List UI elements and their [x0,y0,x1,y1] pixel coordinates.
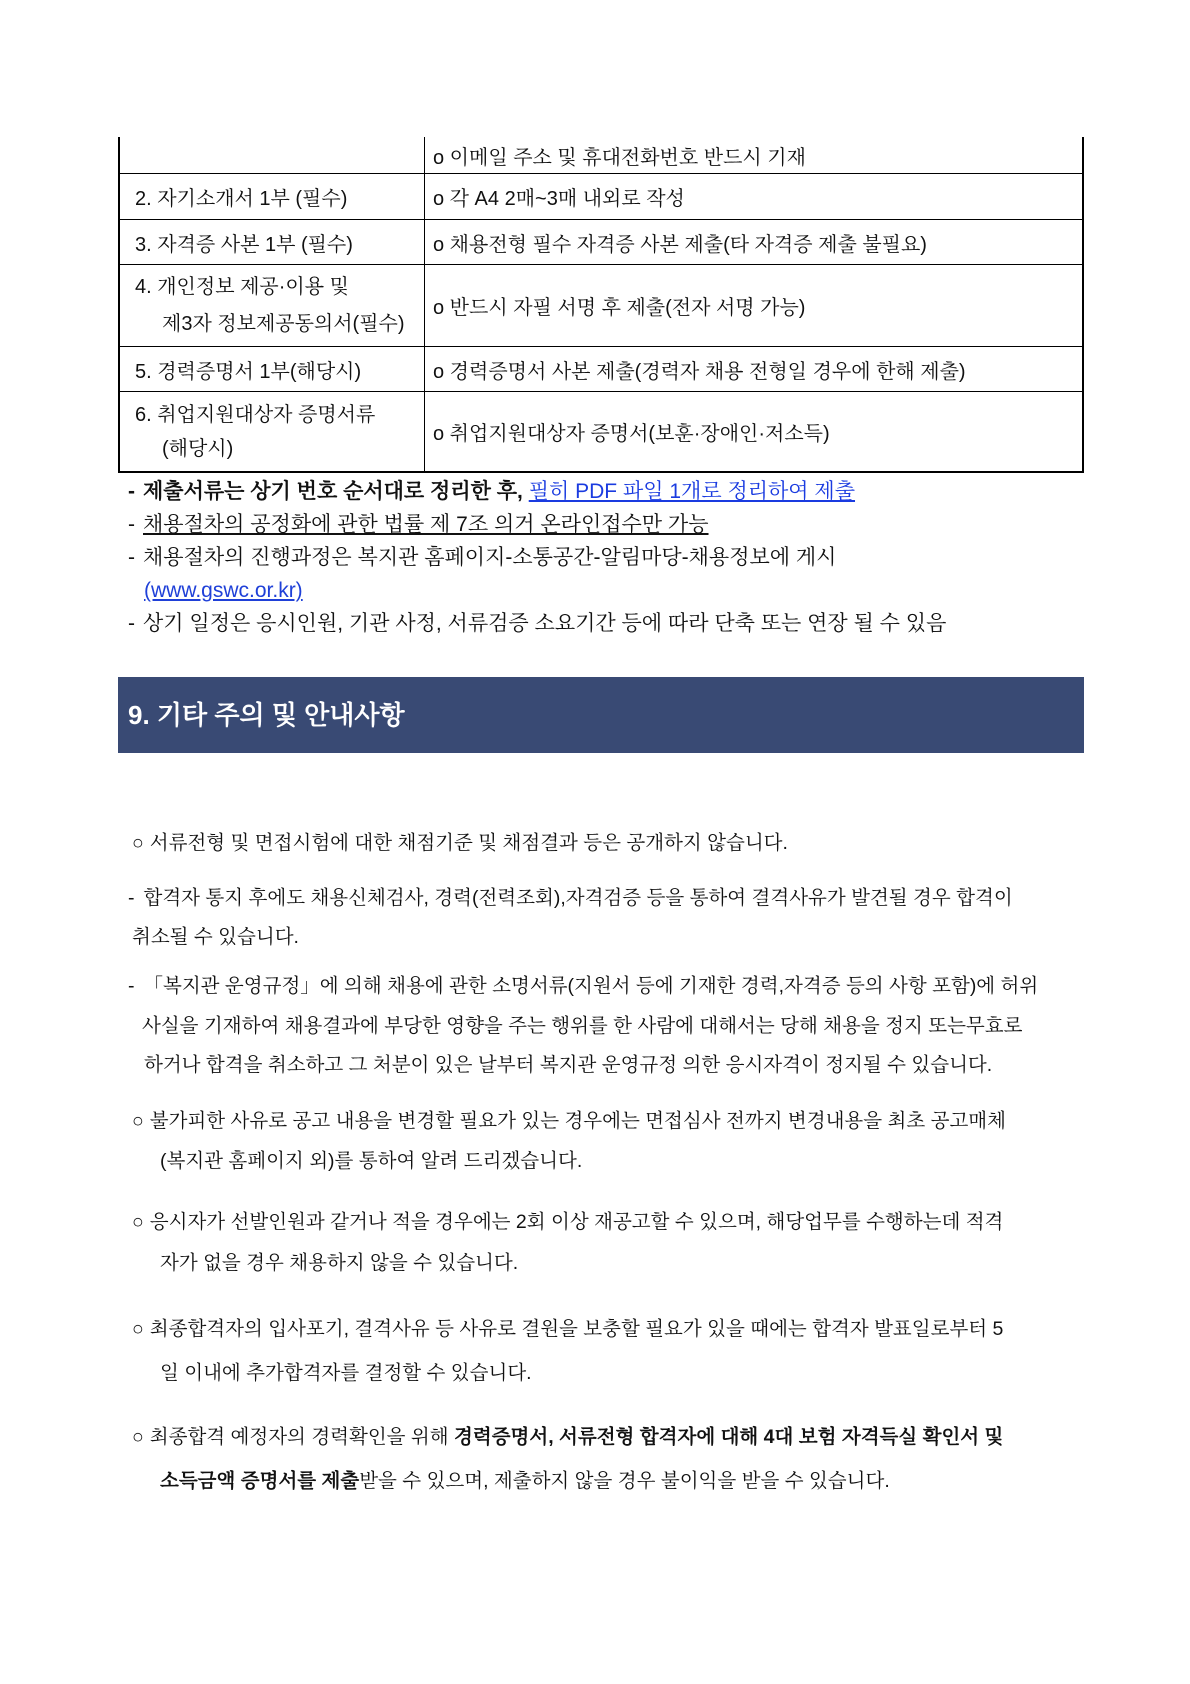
section-header [118,677,1084,753]
bullet-marker: ○ [132,832,144,854]
document-item-cell [120,174,425,219]
dash-marker: - [128,480,135,503]
submission-note [128,541,1084,574]
guidance-item [0,1307,1190,1395]
document-note-cell [425,347,1082,391]
guidance-line-continued: 하거나 합격을 취소하고 그 처분이 있은 날부터 복지관 운영규정 의한 응시자격이 정지될 수 있습니다. [144,1054,993,1076]
document-note: o 이메일 주소 및 휴대전화번호 반드시 기재 [433,146,806,169]
dash-marker: - [128,612,135,635]
submission-note-continued [128,574,1084,607]
table-row [120,264,1082,346]
document-item-cell [120,220,425,264]
document-note: o 채용전형 필수 자격증 사본 제출(타 자격증 제출 불필요) [433,233,927,256]
submission-note-emphasis: 필히 PDF 파일 1개로 정리하여 제출 [528,480,856,503]
document-item-cell [120,265,425,346]
guidance-line [132,823,1084,863]
submission-note [128,475,1084,508]
guidance-line [132,1101,1084,1141]
document-note: o 반드시 자필 서명 후 제출(전자 서명 가능) [433,297,806,319]
document-item-cell [120,392,425,471]
guidance-bold-text: 경력증명서, 서류전형 합격자에 대해 4대 보험 자격득실 확인서 및 [454,1426,1004,1448]
submission-note-underlined-text: 채용절차의 공정화에 관한 법률 제 7조 의거 온라인접수만 가능 [143,513,709,536]
document-item-label: 4. 개인정보 제공·이용 및 [135,275,349,298]
guidance-bold-text: 소득금액 증명서를 제출 [160,1470,360,1492]
dash-marker: - [128,975,135,997]
bullet-marker: ○ [132,1426,144,1448]
bullet-marker: ○ [132,1110,144,1132]
submission-note [128,508,1084,541]
guidance-item [0,879,1190,957]
document-note-cell [425,220,1082,264]
document-item-cell [120,137,425,173]
document-note-cell [425,174,1082,219]
guidance-item [0,1202,1190,1284]
document-item-label-continued: (해당시) [162,437,234,460]
bullet-marker: ○ [132,1211,144,1233]
guidance-text: 서류전형 및 면접시험에 대한 채점기준 및 채점결과 등은 공개하지 않습니다. [149,832,788,854]
guidance-line [128,879,1084,918]
guidance-text: 최종합격 예정자의 경력확인을 위해 [149,1426,449,1448]
document-note-cell [425,265,1082,346]
homepage-link[interactable]: (www.gswc.or.kr) [144,579,303,602]
submission-notes [128,475,1084,640]
submission-note [128,607,1084,640]
document-note-cell [425,137,1082,173]
dash-marker: - [128,887,135,909]
dash-marker: - [128,513,135,536]
guidance-line [128,967,1084,1007]
section-title: 9. 기타 주의 및 안내사항 [128,700,405,730]
submission-note-text: 채용절차의 진행과정은 복지관 홈페이지-소통공간-알림마당-채용정보에 게시 [143,546,837,569]
guidance-text: 합격자 통지 후에도 채용신체검사, 경력(전력조회),자격검증 등을 통하여 결격사유가 발견될 경우 합격이 [143,887,1013,909]
guidance-line-continued [160,1459,1084,1503]
guidance-text: 응시자가 선발인원과 같거나 적을 경우에는 2회 이상 재공고할 수 있으며, 해당업무를 수행하는데 적격 [149,1211,1004,1233]
table-row [120,391,1082,471]
document-item-cell [120,347,425,391]
guidance-item [0,967,1190,1086]
table-row [120,173,1082,219]
submission-note-text: 상기 일정은 응시인원, 기관 사정, 서류검증 소요기간 등에 따라 단축 또는 연장 될 수 있음 [143,612,947,635]
document-note: o 취업지원대상자 증명서(보훈·장애인·저소득) [433,423,830,445]
document-note-cell [425,392,1082,471]
document-item-label: 3. 자격증 사본 1부 (필수) [135,233,353,256]
submission-note-bold-text: 제출서류는 상기 번호 순서대로 정리한 후, [143,480,523,503]
guidance-line [132,1415,1084,1459]
requirements-table [118,137,1084,473]
dash-marker: - [128,546,135,569]
document-note: o 경력증명서 사본 제출(경력자 채용 전형일 경우에 한해 제출) [433,360,966,383]
guidance-text: 받을 수 있으며, 제출하지 않을 경우 불이익을 받을 수 있습니다. [359,1470,890,1492]
document-item-label: 5. 경력증명서 1부(해당시) [135,360,362,383]
document-item-label: 6. 취업지원대상자 증명서류 [135,403,376,426]
guidance-item [0,1415,1190,1503]
guidance-line-continued: 자가 없을 경우 채용하지 않을 수 있습니다. [160,1252,519,1274]
bullet-marker: ○ [132,1318,144,1340]
guidance-line-continued: 취소될 수 있습니다. [132,926,299,948]
document-item-label: 2. 자기소개서 1부 (필수) [135,188,348,210]
guidance-line-continued: 사실을 기재하여 채용결과에 부당한 영향을 주는 행위를 한 사람에 대해서는 당해 채용을 정지 또는무효로 [142,1014,1023,1037]
table-row [120,346,1082,391]
guidance-text: 최종합격자의 입사포기, 결격사유 등 사유로 결원을 보충할 필요가 있을 때에는 합격자 발표일로부터 5 [149,1318,1004,1340]
guidance-item [0,1101,1190,1181]
guidance-line [132,1307,1084,1351]
table-row [120,137,1082,173]
document-note: o 각 A4 2매~3매 내외로 작성 [433,188,685,210]
document-item-label-continued: 제3자 정보제공동의서(필수) [162,312,405,335]
guidance-text: 「복지관 운영규정」에 의해 채용에 관한 소명서류(지원서 등에 기재한 경력,자격증 등의 사항 포함)에 허위 [143,975,1039,997]
guidance-line [132,1202,1084,1243]
guidance-line-continued: (복지관 홈페이지 외)를 통하여 알려 드리겠습니다. [160,1150,583,1172]
guidance-item [0,823,1190,863]
guidance-line-continued: 일 이내에 추가합격자를 결정할 수 있습니다. [160,1362,532,1384]
guidance-text: 불가피한 사유로 공고 내용을 변경할 필요가 있는 경우에는 면접심사 전까지 변경내용을 최초 공고매체 [149,1110,1006,1132]
table-row [120,219,1082,264]
